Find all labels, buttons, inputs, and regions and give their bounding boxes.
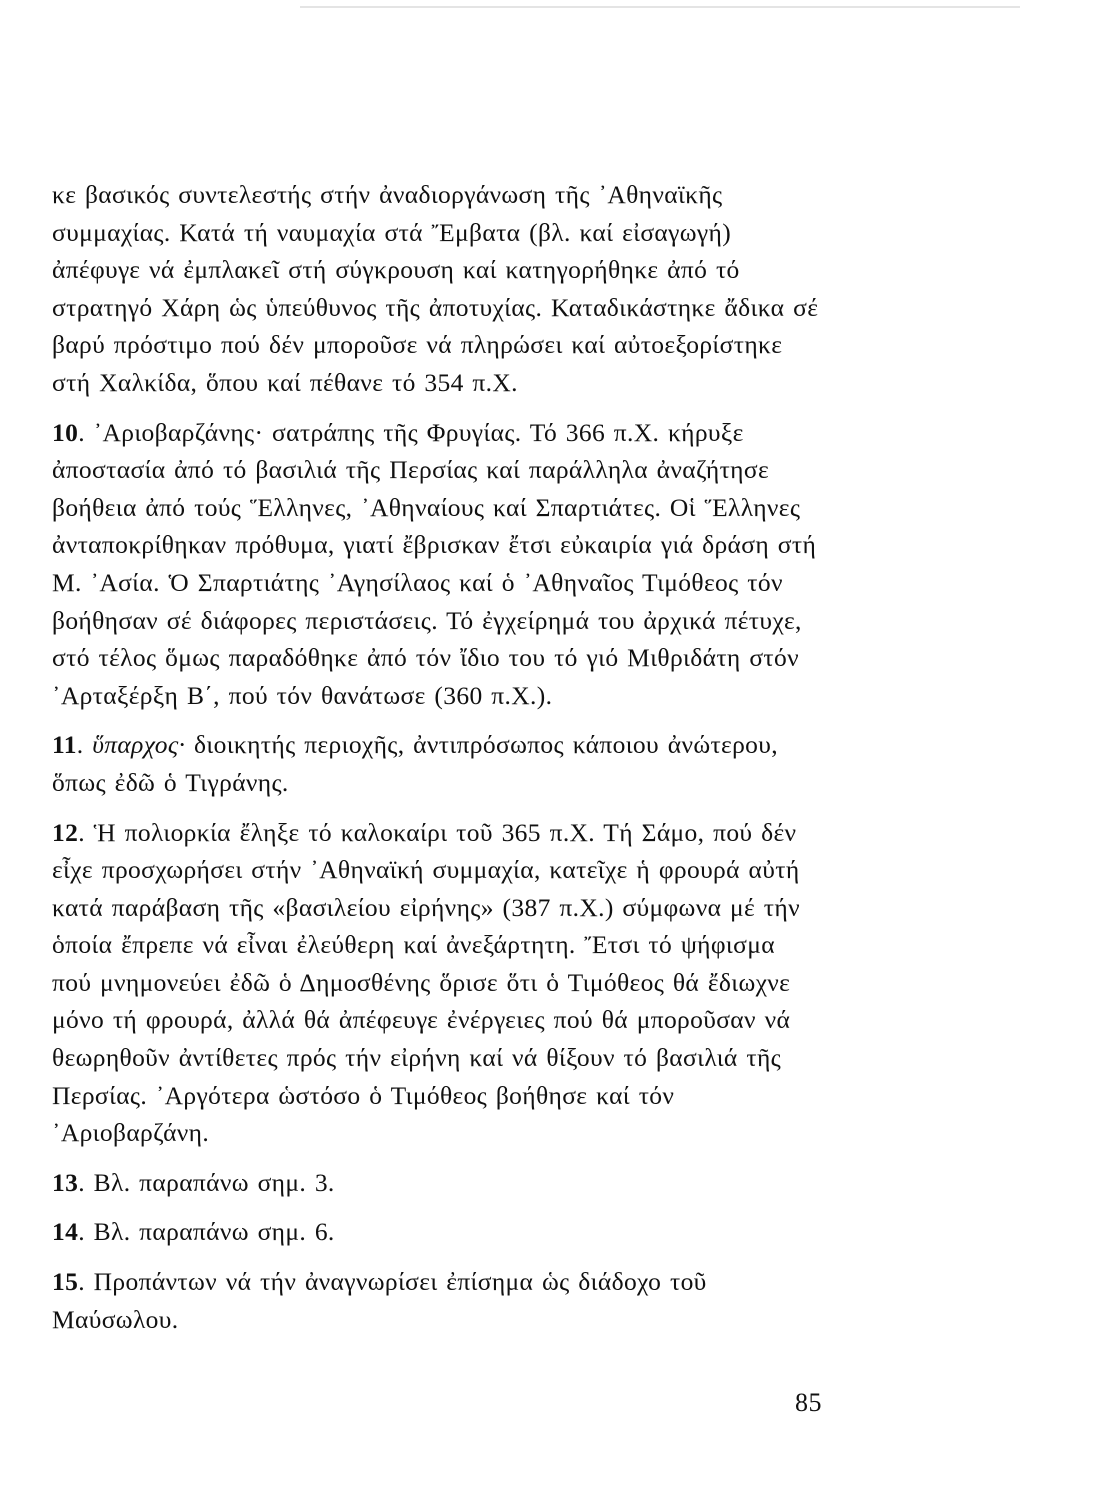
note-text: Ἡ πολιορκία ἔληξε τό καλοκαίρι τοῦ 365 π.Χ. Τή Σάμο, πού δέν εἶχε προσχωρήσει στήν ᾿Αθηναϊκή συμμαχία, κατεῖχε ἡ φρουρά αὐτή κατά παράβαση τῆς «βασιλείου εἰρήνης» (387 π.Χ.) σύμφωνα μέ τήν ὁποία ἔπρεπε νά εἶναι ἐλεύθερη καί ἀνεξάρτητη. Ἔτσι τό ψήφισμα πού μνημονεύει ἐδῶ ὁ Δημοσθένης ὅρισε ὅτι ὁ Τιμόθεος θά ἔδιωχνε μόνο τή φρουρά, ἀλλά θά ἀπέφευγε ἐνέργειες πού θά μποροῦσαν νά θεωρηθοῦν ἀντίθετες πρός τήν εἰρήνη καί νά θίξουν τό βασιλιά τῆς Περσίας. ᾿Αργότερα ὡστόσο ὁ Τιμόθεος βοήθησε καί τόν ᾿Αριοβαρζάνη. bbox=[52, 817, 800, 1148]
note-text: ᾿Αριοβαρζάνης· σατράπης τῆς Φρυγίας. Τό 366 π.Χ. κήρυξε ἀποστασία ἀπό τό βασιλιά τῆς Περσίας καί παράλληλα ἀναζήτησε βοήθεια ἀπό τούς Ἕλληνες, ᾿Αθηναίους καί Σπαρτιάτες. Οἱ Ἕλληνες ἀνταποκρίθηκαν πρόθυμα, γιατί ἔβρισκαν ἔτσι εὐκαιρία γιά δράση στή Μ. ᾿Ασία. Ὁ Σπαρτιάτης ᾿Αγησίλαος καί ὁ ᾿Αθηναῖος Τιμόθεος τόν βοήθησαν σέ διάφορες περιστάσεις. Τό ἐγχείρημά του ἀρχικά πέτυχε, στό τέλος ὅμως παραδόθηκε ἀπό τόν ἴδιο του τό γιό Μιθριδάτη στόν ᾿Αρταξέρξη Β΄, πού τόν θανάτωσε (360 π.Χ.). bbox=[52, 417, 817, 710]
note-number: 10 bbox=[52, 417, 79, 447]
note-13: 13. Βλ. παραπάνω σημ. 3. bbox=[52, 1167, 335, 1197]
note-text: κε βασικός συντελεστής στήν ἀναδιοργάνωση τῆς ᾿Αθηναϊκῆς συμμαχίας. Κατά τή ναυμαχία στά Ἔμβατα (βλ. καί εἰσαγωγή) ἀπέφυγε νά ἐμπλακεῖ στή σύγκρουση καί κατηγορήθηκε ἀπό τό στρατηγό Χάρη ὡς ὑπεύθυνος τῆς ἀποτυχίας. Καταδικάστηκε ἄδικα σέ βαρύ πρόστιμο πού δέν μποροῦσε νά πληρώσει καί αὐτοεξορίστηκε στή Χαλκίδα, ὅπου καί πέθανε τό 354 π.Χ. bbox=[52, 180, 819, 397]
note-continuation bbox=[52, 176, 820, 402]
note-number: 11 bbox=[52, 730, 77, 760]
note-14: 14. Βλ. παραπάνω σημ. 6. bbox=[52, 1217, 335, 1247]
note-number: 15 bbox=[52, 1267, 79, 1297]
note-15: 15. Προπάντων νά τήν ἀναγνωρίσει ἐπίσημα ὡς διάδοχο τοῦ Μαύσωλου. bbox=[52, 1267, 707, 1334]
scan-edge-line bbox=[300, 6, 1020, 8]
note-text: Βλ. παραπάνω σημ. 6. bbox=[93, 1217, 335, 1247]
note-text: Προπάντων νά τήν ἀναγνωρίσει ἐπίσημα ὡς διάδοχο τοῦ Μαύσωλου. bbox=[52, 1267, 707, 1334]
note-text: Βλ. παραπάνω σημ. 3. bbox=[93, 1167, 335, 1197]
note-number: 14 bbox=[52, 1217, 79, 1247]
note-11: 11. ὕπαρχος· διοικητής περιοχῆς, ἀντιπρόσωπος κάποιου ἀνώτερου, ὅπως ἐδῶ ὁ Τιγράνης. bbox=[52, 730, 778, 797]
note-italic-term: ὕπαρχος· bbox=[92, 730, 186, 760]
footnotes-section bbox=[52, 176, 820, 1350]
page-number: 85 bbox=[795, 1388, 822, 1417]
note-12: 12. Ἡ πολιορκία ἔληξε τό καλοκαίρι τοῦ 365 π.Χ. Τή Σάμο, πού δέν εἶχε προσχωρήσει στήν ᾿Αθηναϊκή συμμαχία, κατεῖχε ἡ φρουρά αὐτή κατά παράβαση τῆς «βασιλείου εἰρήνης» (387 π.Χ.) σύμφωνα μέ τήν ὁποία ἔπρεπε νά εἶναι ἐλεύθερη καί ἀνεξάρτητη. Ἔτσι τό ψήφισμα πού μνημονεύει ἐδῶ ὁ Δημοσθένης ὅρισε ὅτι ὁ Τιμόθεος θά ἔδιωχνε μόνο τή φρουρά, ἀλλά θά ἀπέφευγε ἐνέργειες πού θά μποροῦσαν νά θεωρηθοῦν ἀντίθετες πρός τήν εἰρήνη καί νά θίξουν τό βασιλιά τῆς Περσίας. ᾿Αργότερα ὡστόσο ὁ Τιμόθεος βοήθησε καί τόν ᾿Αριοβαρζάνη. bbox=[52, 817, 800, 1148]
note-number: 12 bbox=[52, 817, 79, 847]
note-text: διοικητής περιοχῆς, ἀντιπρόσωπος κάποιου ἀνώτερου, ὅπως ἐδῶ ὁ Τιγράνης. bbox=[52, 730, 778, 797]
note-number: 13 bbox=[52, 1167, 79, 1197]
note-10: 10. ᾿Αριοβαρζάνης· σατράπης τῆς Φρυγίας. Τό 366 π.Χ. κήρυξε ἀποστασία ἀπό τό βασιλιά τῆς Περσίας καί παράλληλα ἀναζήτησε βοήθεια ἀπό τούς Ἕλληνες, ᾿Αθηναίους καί Σπαρτιάτες. Οἱ Ἕλληνες ἀνταποκρίθηκαν πρόθυμα, γιατί ἔβρισκαν ἔτσι εὐκαιρία γιά δράση στή Μ. ᾿Ασία. Ὁ Σπαρτιάτης ᾿Αγησίλαος καί ὁ ᾿Αθηναῖος Τιμόθεος τόν βοήθησαν σέ διάφορες περιστάσεις. Τό ἐγχείρημά του ἀρχικά πέτυχε, στό τέλος ὅμως παραδόθηκε ἀπό τόν ἴδιο του τό γιό Μιθριδάτη στόν ᾿Αρταξέρξη Β΄, πού τόν θανάτωσε (360 π.Χ.). bbox=[52, 417, 817, 710]
